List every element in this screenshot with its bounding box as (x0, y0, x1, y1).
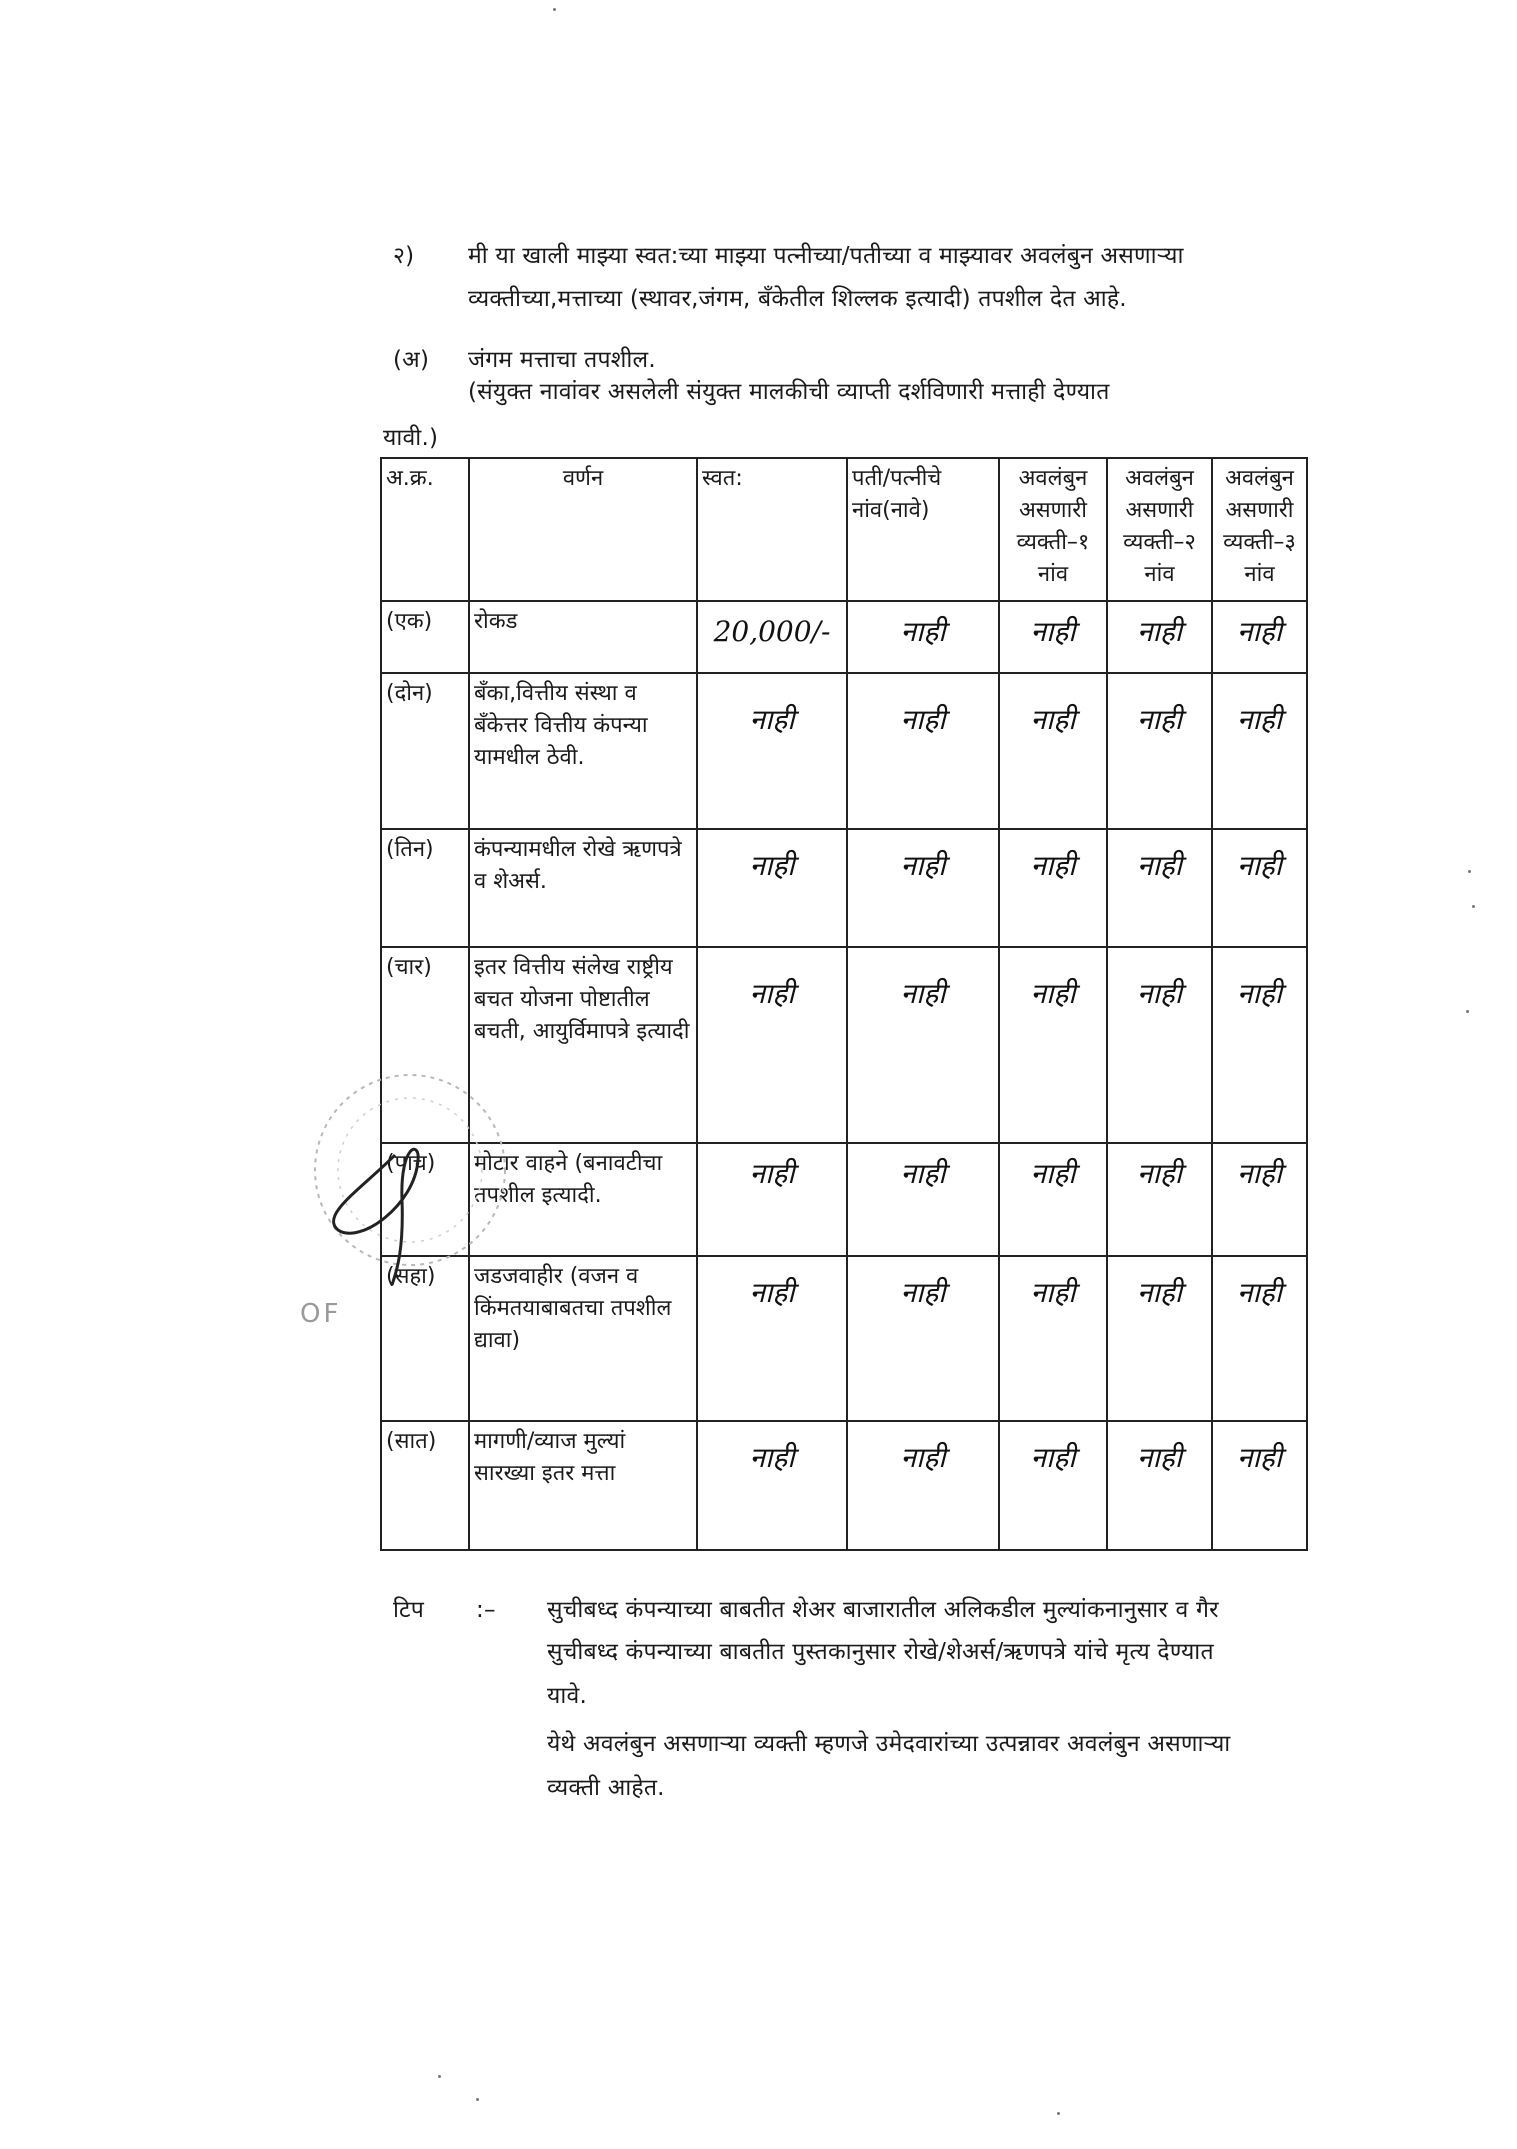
header-description: वर्णन (469, 458, 697, 601)
row-dependent-2-value: नाही (1107, 673, 1212, 829)
row-description: मागणी/व्याज मुल्यां सारख्या इतर मत्ता (469, 1421, 697, 1550)
row-description: जडजवाहीर (वजन व किंमतयाबाबतचा तपशील द्यावा) (469, 1256, 697, 1421)
row-spouse-value: नाही (847, 1256, 999, 1421)
row-spouse-value: नाही (847, 1421, 999, 1550)
section-a-title: जंगम मत्ताचा तपशील. (468, 347, 656, 373)
row-dependent-2-value: नाही (1107, 829, 1212, 947)
row-dependent-3-value: नाही (1212, 1256, 1307, 1421)
header-self: स्वत: (697, 458, 847, 601)
row-description: बॅंका,वित्तीय संस्था व बॅंकेत्तर वित्तीय कंपन्या यामधील ठेवी. (469, 673, 697, 829)
row-self-value: नाही (697, 1256, 847, 1421)
footnote-line2: सुचीबध्द कंपन्याच्या बाबतीत पुस्तकानुसार रोखे/शेअर्स/ऋणपत्रे यांचे मृत्य देण्यात (547, 1639, 1214, 1665)
table-row (381, 1421, 1307, 1550)
footnote-line4: येथे अवलंबुन असणाऱ्या व्यक्ती म्हणजे उमेदवारांच्या उत्पन्नावर अवलंबुन असणाऱ्या (547, 1731, 1231, 1757)
footnote-separator: :– (476, 1597, 496, 1623)
section-a-note: (संयुक्त नावांवर असलेली संयुक्त मालकीची व्याप्ती दर्शविणारी मत्ताही देण्यात (468, 379, 1110, 405)
row-dependent-1-value: नाही (999, 601, 1107, 673)
row-serial: (एक) (381, 601, 469, 673)
row-serial: (पाच) (381, 1143, 469, 1256)
row-dependent-3-value: नाही (1212, 1421, 1307, 1550)
section-a-note-cont: यावी.) (383, 425, 439, 451)
footnote-line5: व्यक्ती आहेत. (547, 1775, 665, 1801)
para2-number: २) (393, 243, 415, 269)
para2-line2: व्यक्तीच्या,मत्ताच्या (स्थावर,जंगम, बॅंकेतील शिल्लक इत्यादी) तपशील देत आहे. (468, 286, 1127, 312)
table-row (381, 1143, 1307, 1256)
row-self-value: नाही (697, 947, 847, 1143)
row-spouse-value: नाही (847, 947, 999, 1143)
movable-assets-table (380, 457, 1308, 1551)
footnote-line1: सुचीबध्द कंपन्याच्या बाबतीत शेअर बाजारातील अलिकडील मुल्यांकनानुसार व गैर (547, 1597, 1219, 1623)
row-dependent-3-value: नाही (1212, 829, 1307, 947)
table-row (381, 673, 1307, 829)
row-self-value: नाही (697, 829, 847, 947)
row-serial: (तिन) (381, 829, 469, 947)
row-dependent-3-value: नाही (1212, 673, 1307, 829)
footnote-label: टिप (393, 1597, 425, 1623)
row-dependent-3-value: नाही (1212, 601, 1307, 673)
section-a-label: (अ) (393, 347, 430, 373)
row-dependent-2-value: नाही (1107, 1421, 1212, 1550)
row-serial: (चार) (381, 947, 469, 1143)
row-serial: (सात) (381, 1421, 469, 1550)
header-dependent-2: अवलंबुन असणारी व्यक्ती–२ नांव (1107, 458, 1212, 601)
row-dependent-2-value: नाही (1107, 601, 1212, 673)
row-dependent-1-value: नाही (999, 673, 1107, 829)
row-spouse-value: नाही (847, 601, 999, 673)
table-row (381, 829, 1307, 947)
row-dependent-3-value: नाही (1212, 947, 1307, 1143)
table-row (381, 947, 1307, 1143)
row-dependent-3-value: नाही (1212, 1143, 1307, 1256)
row-dependent-1-value: नाही (999, 1143, 1107, 1256)
row-self-value: 20,000/- (697, 601, 847, 673)
row-self-value: नाही (697, 673, 847, 829)
row-dependent-2-value: नाही (1107, 947, 1212, 1143)
row-description: इतर वित्तीय संलेख राष्ट्रीय बचत योजना पोष्टातील बचती, आयुर्विमापत्रे इत्यादी (469, 947, 697, 1143)
header-serial: अ.क्र. (381, 458, 469, 601)
row-serial: (सहा) (381, 1256, 469, 1421)
row-description: रोकड (469, 601, 697, 673)
row-dependent-1-value: नाही (999, 1421, 1107, 1550)
row-dependent-2-value: नाही (1107, 1143, 1212, 1256)
row-serial: (दोन) (381, 673, 469, 829)
header-dependent-1: अवलंबुन असणारी व्यक्ती–१ नांव (999, 458, 1107, 601)
header-dependent-3: अवलंबुन असणारी व्यक्ती–३ नांव (1212, 458, 1307, 601)
table-row (381, 1256, 1307, 1421)
row-spouse-value: नाही (847, 829, 999, 947)
row-dependent-1-value: नाही (999, 829, 1107, 947)
footnote-line3: यावे. (547, 1683, 587, 1709)
row-dependent-2-value: नाही (1107, 1256, 1212, 1421)
row-spouse-value: नाही (847, 673, 999, 829)
row-dependent-1-value: नाही (999, 1256, 1107, 1421)
row-self-value: नाही (697, 1421, 847, 1550)
header-spouse: पती/पत्नीचे नांव(नावे) (847, 458, 999, 601)
row-spouse-value: नाही (847, 1143, 999, 1256)
row-self-value: नाही (697, 1143, 847, 1256)
table-header-row (381, 458, 1307, 601)
table-row (381, 601, 1307, 673)
row-description: मोटार वाहने (बनावटीचा तपशील इत्यादी. (469, 1143, 697, 1256)
row-description: कंपन्यामधील रोखे ऋणपत्रे व शेअर्स. (469, 829, 697, 947)
row-dependent-1-value: नाही (999, 947, 1107, 1143)
stamp-text: OF (300, 1299, 342, 1329)
para2-line1: मी या खाली माझ्या स्वत:च्या माझ्या पत्नीच्या/पतीच्या व माझ्यावर अवलंबुन असणाऱ्या (468, 243, 1184, 269)
